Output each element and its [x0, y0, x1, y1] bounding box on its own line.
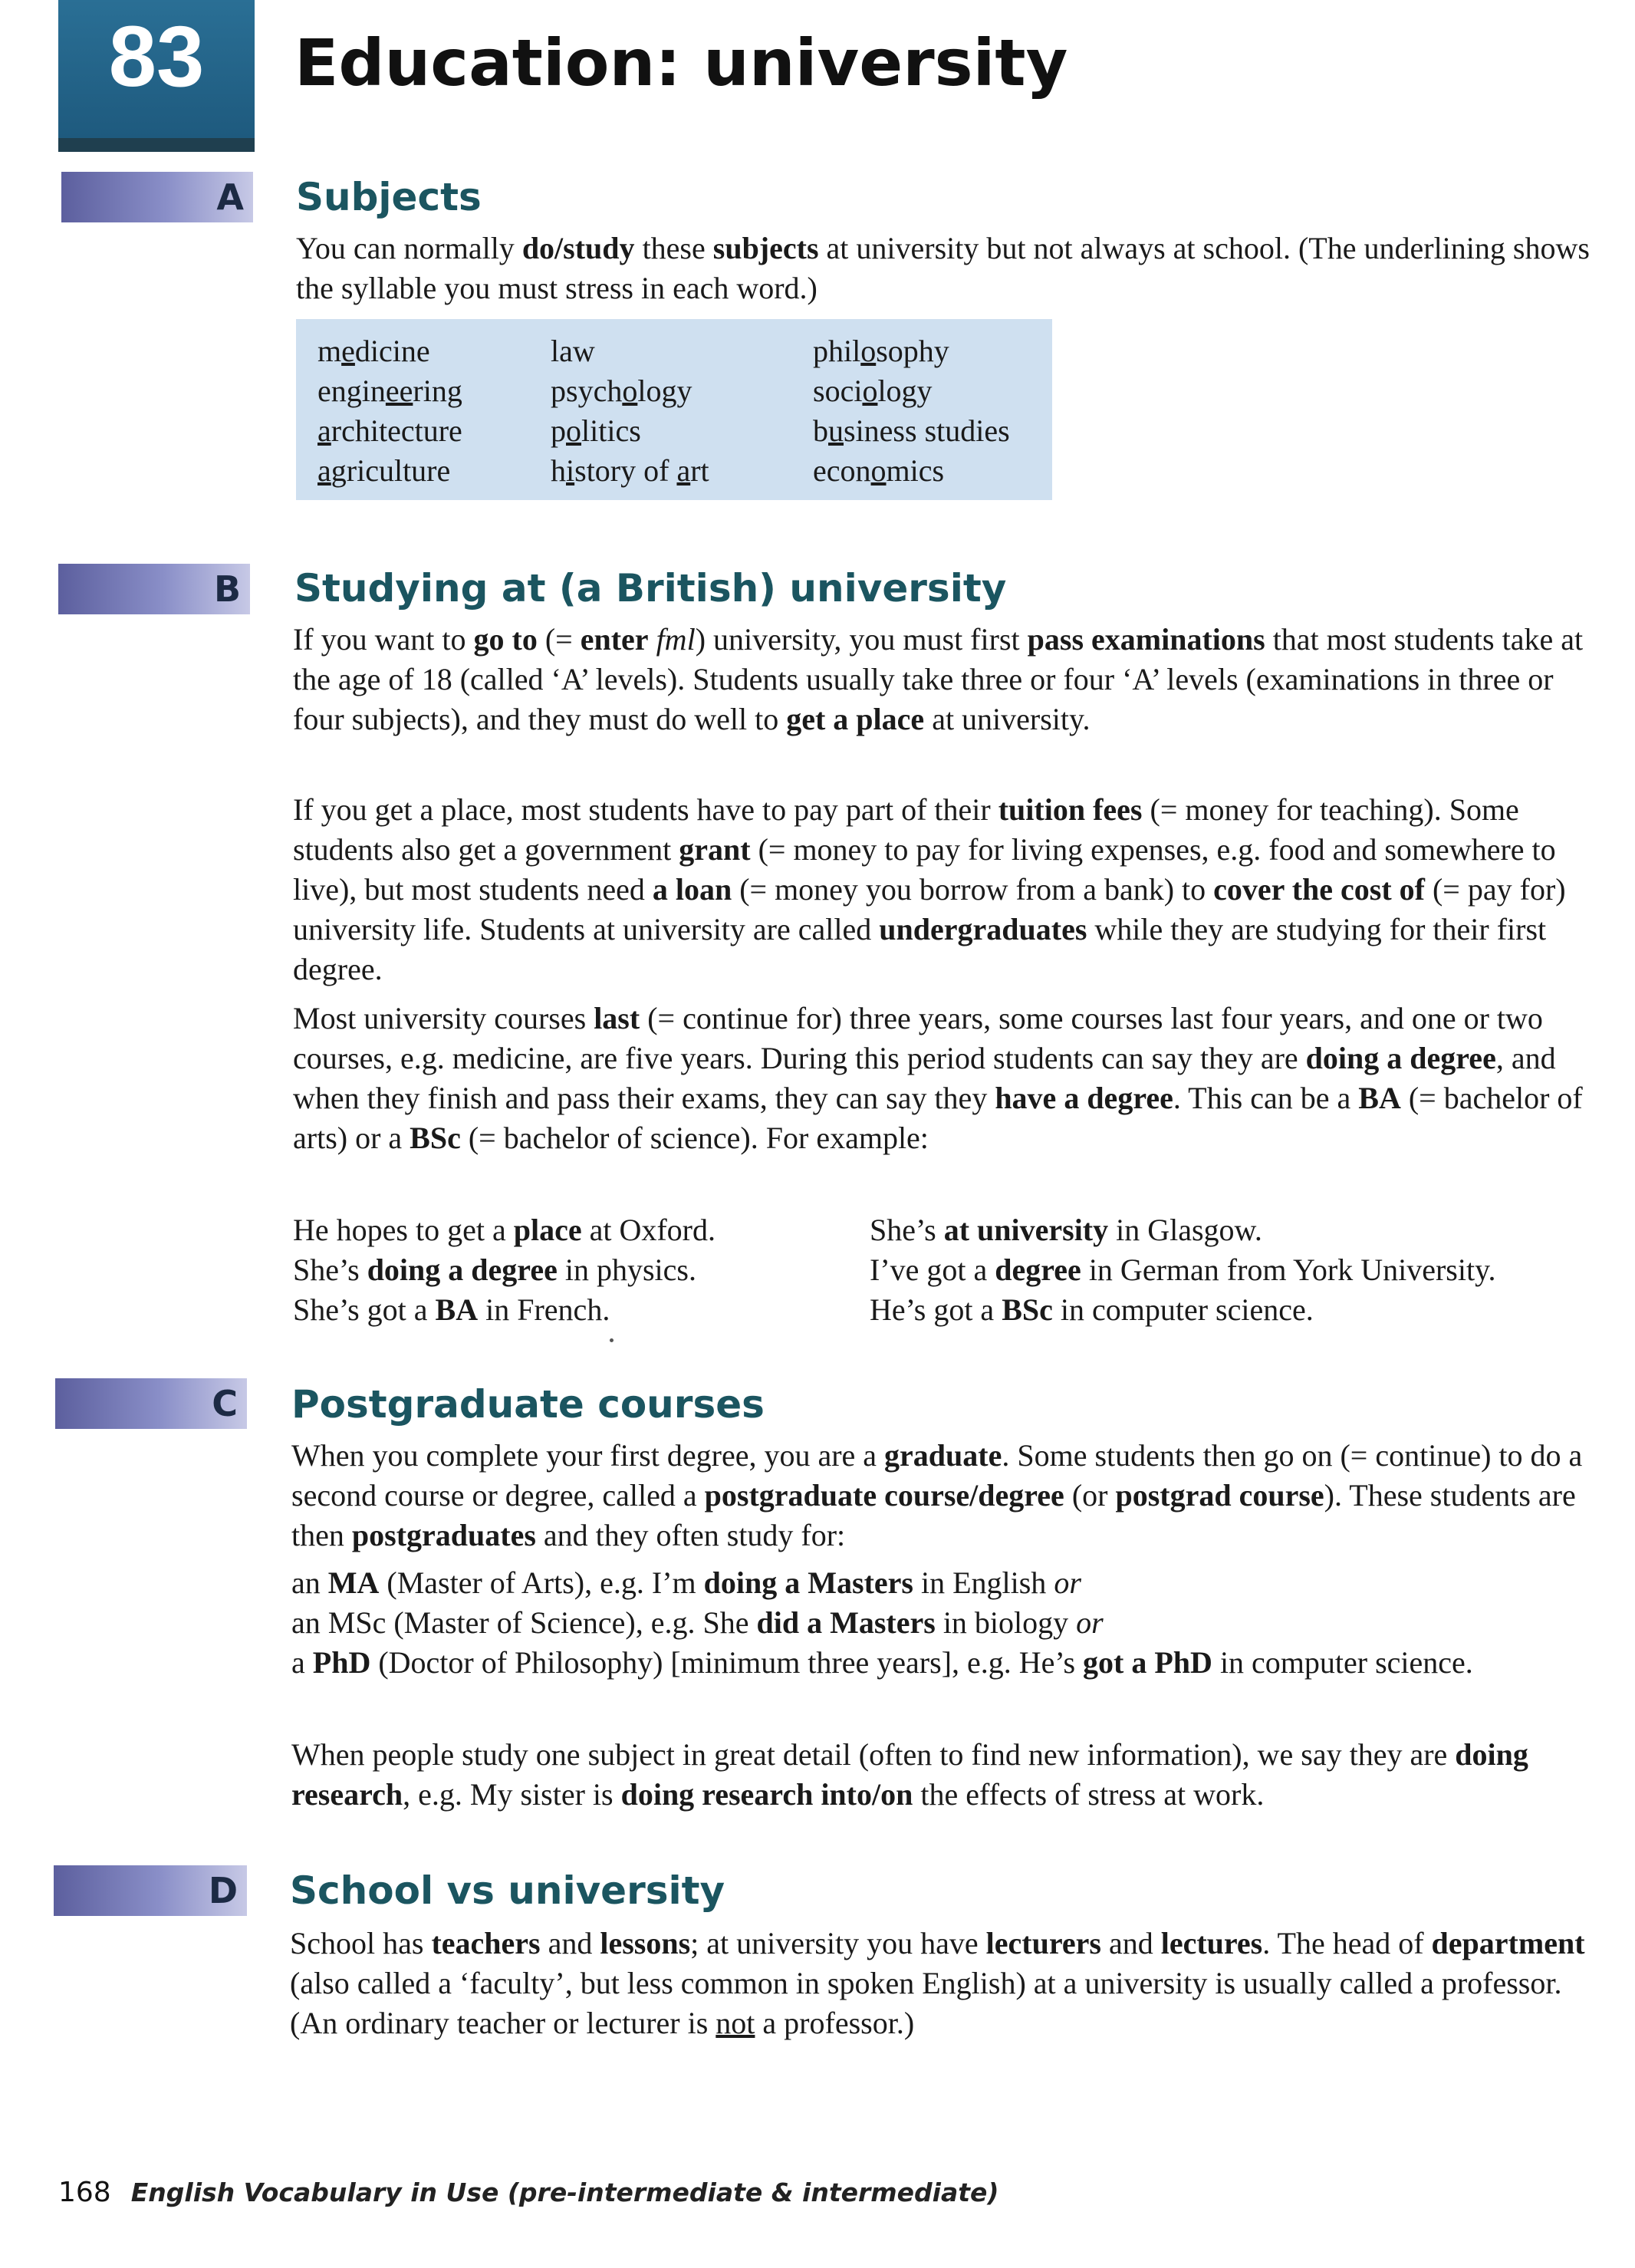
subject-item [551, 451, 709, 491]
example-sentence [293, 1290, 716, 1330]
text-run: ). These students are then [291, 1478, 1576, 1552]
subject-item [551, 411, 709, 451]
text-run: If you get a place, most students have to pay part of their [293, 792, 998, 827]
text-run: (= money you borrow from a bank) to [732, 872, 1214, 907]
subject-text: econ [813, 453, 871, 488]
text-run: (= bachelor of arts) or a [293, 1081, 1583, 1155]
italic-text: or [1076, 1605, 1104, 1640]
section-a-title: Subjects [296, 175, 482, 219]
section-d-paragraph-1 [290, 1924, 1609, 2043]
text-run: and they often study for: [535, 1518, 846, 1552]
key-term: doing research [291, 1737, 1528, 1812]
text-run: an [291, 1565, 328, 1600]
stressed-syllable: a [317, 453, 331, 488]
subject-text: law [551, 334, 595, 368]
key-term: PhD [312, 1645, 371, 1680]
text-run: School has [290, 1926, 432, 1960]
key-term: department [1431, 1926, 1585, 1960]
subject-text: litics [581, 413, 641, 448]
key-term: place [513, 1213, 582, 1247]
section-d-letter: D [208, 1870, 238, 1911]
section-c-bar [55, 1378, 247, 1429]
subject-text: ring [413, 374, 462, 408]
subject-item [317, 451, 462, 491]
subject-text: story of [574, 453, 677, 488]
example-sentence [293, 1210, 716, 1250]
stressed-syllable: ee [385, 374, 413, 408]
text-run: (= continue for) three years, some courses last four years, and one or two courses, e.g. medicine, are five years. During this period students can say they are [293, 1001, 1543, 1075]
subject-text: sophy [876, 334, 949, 368]
key-term: have a degree [995, 1081, 1173, 1115]
text-run: in German from York University. [1081, 1253, 1496, 1287]
stressed-syllable: a [676, 453, 691, 488]
text-run: He hopes to get a [293, 1213, 514, 1247]
decorative-dot [610, 1338, 614, 1342]
key-term: get a place [786, 702, 925, 736]
text-run: ) university, you must first [695, 622, 1028, 657]
section-b-paragraph-1 [293, 620, 1597, 739]
key-term: doing a degree [1305, 1041, 1496, 1075]
unit-number: 83 [108, 8, 205, 104]
section-a-bar [61, 172, 253, 222]
section-a-intro [296, 229, 1600, 308]
subject-text: rt [690, 453, 709, 488]
italic-text: or [1054, 1565, 1081, 1600]
subjects-column-3 [813, 331, 1010, 491]
page-footer [58, 2177, 998, 2208]
key-term: grant [679, 832, 751, 867]
subject-item [551, 331, 709, 371]
subject-item [317, 371, 462, 411]
section-d-title: School vs university [290, 1868, 725, 1913]
subject-text: psych [551, 374, 623, 408]
example-sentence [870, 1290, 1496, 1330]
key-term: postgraduates [351, 1518, 536, 1552]
text-run: a professor.) [755, 2006, 915, 2040]
stressed-syllable: o [870, 453, 887, 488]
section-b-bar [58, 564, 250, 614]
subject-item [551, 371, 709, 411]
subject-item [813, 371, 1010, 411]
stressed-syllable: e [341, 334, 355, 368]
text-run: If you want to [293, 622, 474, 657]
text-run: in computer science. [1212, 1645, 1473, 1680]
stressed-syllable: u [828, 413, 844, 448]
subject-item [813, 451, 1010, 491]
text-run: that most students take at the age of 18 (called ‘A’ levels). Students usually take three or four ‘A’ levels (examinations in three or four subjects), and they must do well to [293, 622, 1584, 736]
text-run: in computer science. [1052, 1292, 1314, 1327]
subjects-column-2 [551, 331, 709, 491]
subject-text: siness studies [844, 413, 1010, 448]
text-run: while they are studying for their first degree. [293, 912, 1547, 986]
subject-text: engin [317, 374, 386, 408]
key-term: a loan [652, 872, 732, 907]
section-b-title: Studying at (a British) university [294, 566, 1007, 611]
section-b-paragraph-2 [293, 790, 1597, 989]
unit-number-box [58, 0, 255, 152]
section-c-paragraph-1 [291, 1436, 1610, 1555]
example-sentence [870, 1210, 1496, 1250]
subject-text: phil [813, 334, 861, 368]
text-run: (= pay for) university life. Students at university are called [293, 872, 1566, 946]
text-run: and [1100, 1926, 1161, 1960]
text-run: the effects of stress at work. [913, 1777, 1265, 1812]
key-term: enter [580, 622, 649, 657]
italic-text: fml [656, 622, 696, 657]
subject-text: rchitecture [331, 413, 462, 448]
text-run: When people study one subject in great detail (often to find new information), we say they are [291, 1737, 1456, 1772]
text-run: a [291, 1645, 313, 1680]
examples-left [293, 1210, 716, 1330]
subject-text: logy [637, 374, 692, 408]
example-sentence [293, 1250, 716, 1290]
page-number: 168 [58, 2177, 111, 2208]
subject-text: logy [877, 374, 933, 408]
text-run: Most university courses [293, 1001, 594, 1035]
key-term: subjects [712, 231, 819, 265]
text-run: at Oxford. [581, 1213, 716, 1247]
text-run: I’ve got a [870, 1253, 995, 1287]
stressed-syllable: i [566, 453, 575, 488]
text-run: , e.g. My sister is [403, 1777, 621, 1812]
text-run: (= money to pay for living expenses, e.g. food and somewhere to live), but most students need [293, 832, 1556, 907]
key-term: graduate [884, 1438, 1002, 1473]
section-c-letter: C [212, 1383, 238, 1424]
book-title: English Vocabulary in Use (pre-intermediate & intermediate) [130, 2177, 999, 2207]
text-run: an MSc (Master of Science), e.g. She [291, 1605, 757, 1640]
text-run: at university. [924, 702, 1091, 736]
text-run: in physics. [557, 1253, 696, 1287]
subjects-column-1 [317, 331, 462, 491]
key-term: lectures [1160, 1926, 1263, 1960]
key-term: undergraduates [879, 912, 1087, 946]
text-run: She’s [293, 1253, 367, 1287]
stressed-syllable: o [860, 334, 877, 368]
stressed-syllable: o [622, 374, 638, 408]
stressed-syllable: o [862, 374, 878, 408]
subject-text: griculture [331, 453, 451, 488]
key-term: lessons [600, 1926, 691, 1960]
section-c-title: Postgraduate courses [291, 1382, 765, 1427]
text-run: He’s got a [870, 1292, 1002, 1327]
stressed-syllable: a [317, 413, 331, 448]
text-run: in English [913, 1565, 1054, 1600]
text-run: . Some students then go on (= continue) to do a second course or degree, called a [291, 1438, 1583, 1513]
text-run: . This can be a [1173, 1081, 1359, 1115]
text-run: and [540, 1926, 600, 1960]
text-run: . The head of [1262, 1926, 1432, 1960]
unit-title: Education: university [294, 25, 1068, 100]
key-term: BA [1358, 1081, 1401, 1115]
text-run: When you complete your first degree, you are a [291, 1438, 885, 1473]
key-term: MA [327, 1565, 380, 1600]
key-term: teachers [431, 1926, 541, 1960]
text-run: (= money for teaching). Some students also get a government [293, 792, 1519, 867]
section-c-paragraph-2 [291, 1563, 1610, 1683]
key-term: degree [995, 1253, 1081, 1287]
key-term: last [594, 1001, 640, 1035]
text-run: She’s got a [293, 1292, 436, 1327]
subject-text: mics [886, 453, 945, 488]
key-term: did a Masters [756, 1605, 936, 1640]
key-term: lecturers [985, 1926, 1101, 1960]
text-run: (= [537, 622, 581, 657]
subject-text: m [317, 334, 342, 368]
subject-item [813, 411, 1010, 451]
text-run: (or [1064, 1478, 1116, 1513]
key-term: doing research into/on [620, 1777, 913, 1812]
text-run: (= bachelor of science). For example: [460, 1121, 929, 1155]
stressed-syllable: o [566, 413, 581, 448]
subject-text: h [551, 453, 566, 488]
key-term: BA [435, 1292, 479, 1327]
text-run: (also called a ‘faculty’, but less common in spoken English) at a university is usually called a professor. (An ordinary teacher or lecturer is [290, 1966, 1562, 2040]
text-run: ; at university you have [690, 1926, 986, 1960]
key-term: postgrad course [1115, 1478, 1324, 1513]
subject-item [813, 331, 1010, 371]
key-term: tuition fees [998, 792, 1143, 827]
text-run: (Doctor of Philosophy) [minimum three years], e.g. He’s [370, 1645, 1084, 1680]
key-term: at university [943, 1213, 1109, 1247]
key-term: doing a Masters [703, 1565, 913, 1600]
subject-text: b [813, 413, 828, 448]
subject-item [317, 331, 462, 371]
subject-text: dicine [354, 334, 430, 368]
key-term: pass examinations [1027, 622, 1265, 657]
text-run [649, 622, 656, 657]
text-run: She’s [870, 1213, 944, 1247]
key-term: go to [473, 622, 538, 657]
text-run: in French. [478, 1292, 610, 1327]
subject-text: p [551, 413, 566, 448]
text-run: in Glasgow. [1108, 1213, 1262, 1247]
section-b-paragraph-3 [293, 999, 1597, 1158]
key-term: doing a degree [367, 1253, 558, 1287]
underlined-text: not [716, 2006, 755, 2040]
key-term: do/study [521, 231, 635, 265]
key-term: BSc [410, 1121, 461, 1155]
subject-item [317, 411, 462, 451]
subjects-box [296, 319, 1052, 500]
example-sentence [870, 1250, 1496, 1290]
section-d-bar [54, 1865, 247, 1916]
section-c-paragraph-3 [291, 1735, 1610, 1815]
key-term: BSc [1002, 1292, 1053, 1327]
text-run: in biology [935, 1605, 1077, 1640]
subject-text: soci [813, 374, 863, 408]
key-term: postgraduate course/degree [704, 1478, 1064, 1513]
key-term: got a PhD [1083, 1645, 1212, 1680]
section-a-letter: A [216, 176, 244, 218]
text-run: these [634, 231, 713, 265]
text-run: at university but not always at school. (The underlining shows the syllable you must stress in each word.) [296, 231, 1590, 305]
text-run: , and when they finish and pass their exams, they can say they [293, 1041, 1556, 1115]
text-run: You can normally [296, 231, 522, 265]
examples-right [870, 1210, 1496, 1330]
key-term: cover the cost of [1213, 872, 1425, 907]
text-run: (Master of Arts), e.g. I’m [379, 1565, 704, 1600]
section-b-letter: B [213, 568, 241, 610]
